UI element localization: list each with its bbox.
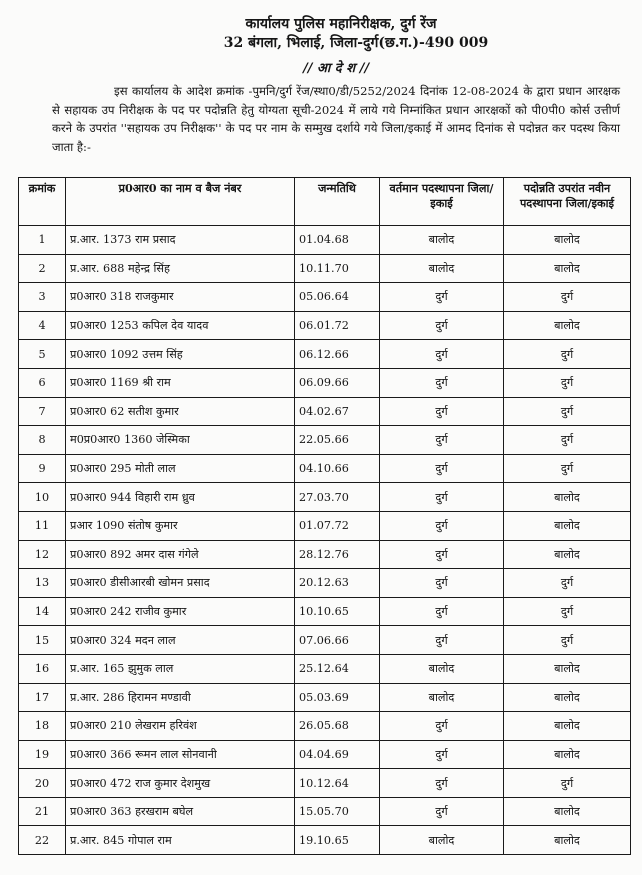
serial-cell: 14 <box>19 597 66 626</box>
name-cell: प्र0आर0 324 मदन लाल <box>66 626 295 655</box>
current-posting-cell: दुर्ग <box>380 283 504 312</box>
current-posting-cell: दुर्ग <box>380 454 504 483</box>
name-cell: म0प्र0आर0 1360 जेस्मिका <box>66 426 295 455</box>
serial-cell: 16 <box>19 654 66 683</box>
serial-cell: 3 <box>19 283 66 312</box>
name-cell: प्र0आर0 944 विहारी राम ध्रुव <box>66 483 295 512</box>
dob-cell: 05.03.69 <box>295 683 380 712</box>
current-posting-cell: बालोद <box>380 226 504 255</box>
name-cell: प्रआर 1090 संतोष कुमार <box>66 511 295 540</box>
table-row <box>19 340 631 369</box>
name-cell: प्र0आर0 डीसीआरबी खोमन प्रसाद <box>66 569 295 598</box>
name-cell: प्र0आर0 363 हरखराम बघेल <box>66 797 295 826</box>
current-posting-cell: बालोद <box>380 254 504 283</box>
current-posting-cell: दुर्ग <box>380 597 504 626</box>
dob-cell: 01.07.72 <box>295 511 380 540</box>
dob-cell: 15.05.70 <box>295 797 380 826</box>
current-posting-cell: दुर्ग <box>380 569 504 598</box>
current-posting-cell: दुर्ग <box>380 397 504 426</box>
dob-cell: 10.12.64 <box>295 769 380 798</box>
table-row <box>19 426 631 455</box>
name-cell: प्र0आर0 318 राजकुमार <box>66 283 295 312</box>
dob-cell: 28.12.76 <box>295 540 380 569</box>
dob-cell: 10.10.65 <box>295 597 380 626</box>
table-header-row <box>19 178 631 226</box>
name-cell: प्र0आर0 210 लेखराम हरिवंश <box>66 712 295 741</box>
serial-cell: 20 <box>19 769 66 798</box>
current-posting-cell: बालोद <box>380 683 504 712</box>
serial-cell: 1 <box>19 226 66 255</box>
name-cell: प्र.आर. 845 गोपाल राम <box>66 826 295 855</box>
name-cell: प्र0आर0 1253 कपिल देव यादव <box>66 311 295 340</box>
new-posting-cell: बालोद <box>504 712 631 741</box>
serial-cell: 19 <box>19 740 66 769</box>
table-row <box>19 283 631 312</box>
order-body <box>52 82 620 156</box>
new-posting-cell: दुर्ग <box>504 569 631 598</box>
name-cell: प्र0आर0 892 अमर दास गंगेले <box>66 540 295 569</box>
new-posting-cell: बालोद <box>504 511 631 540</box>
name-cell: प्र0आर0 472 राज कुमार देशमुख <box>66 769 295 798</box>
current-posting-cell: दुर्ग <box>380 626 504 655</box>
dob-cell: 04.10.66 <box>295 454 380 483</box>
serial-cell: 13 <box>19 569 66 598</box>
serial-cell: 15 <box>19 626 66 655</box>
table-row <box>19 226 631 255</box>
current-posting-cell: दुर्ग <box>380 311 504 340</box>
name-cell: प्र0आर0 1092 उत्तम सिंह <box>66 340 295 369</box>
new-posting-cell: दुर्ग <box>504 340 631 369</box>
new-posting-cell: दुर्ग <box>504 397 631 426</box>
header-new-posting: पदोन्नति उपरांत नवीन पदस्थापना जिला/इकाई <box>504 178 631 226</box>
new-posting-cell: दुर्ग <box>504 283 631 312</box>
name-cell: प्र0आर0 1169 श्री राम <box>66 368 295 397</box>
serial-cell: 22 <box>19 826 66 855</box>
table-row <box>19 454 631 483</box>
dob-cell: 04.02.67 <box>295 397 380 426</box>
dob-cell: 01.04.68 <box>295 226 380 255</box>
new-posting-cell: बालोद <box>504 483 631 512</box>
serial-cell: 17 <box>19 683 66 712</box>
table-row <box>19 797 631 826</box>
dob-cell: 04.04.69 <box>295 740 380 769</box>
new-posting-cell: दुर्ग <box>504 368 631 397</box>
new-posting-cell: दुर्ग <box>504 769 631 798</box>
table-row <box>19 626 631 655</box>
new-posting-cell: बालोद <box>504 254 631 283</box>
new-posting-cell: बालोद <box>504 226 631 255</box>
current-posting-cell: दुर्ग <box>380 712 504 741</box>
table-row <box>19 540 631 569</box>
serial-cell: 7 <box>19 397 66 426</box>
name-cell: प्र0आर0 295 मोती लाल <box>66 454 295 483</box>
new-posting-cell: दुर्ग <box>504 626 631 655</box>
new-posting-cell: दुर्ग <box>504 597 631 626</box>
office-name: कार्यालय पुलिस महानिरीक्षक, दुर्ग रेंज <box>245 16 437 32</box>
current-posting-cell: दुर्ग <box>380 426 504 455</box>
table-row <box>19 483 631 512</box>
header-serial: क्रमांक <box>19 178 66 226</box>
table-row <box>19 254 631 283</box>
header-dob: जन्मतिथि <box>295 178 380 226</box>
serial-cell: 2 <box>19 254 66 283</box>
current-posting-cell: बालोद <box>380 654 504 683</box>
promotion-table <box>18 177 631 855</box>
table-row <box>19 569 631 598</box>
table-row <box>19 654 631 683</box>
current-posting-cell: दुर्ग <box>380 540 504 569</box>
new-posting-cell: बालोद <box>504 740 631 769</box>
current-posting-cell: दुर्ग <box>380 483 504 512</box>
current-posting-cell: दुर्ग <box>380 368 504 397</box>
serial-cell: 10 <box>19 483 66 512</box>
dob-cell: 07.06.66 <box>295 626 380 655</box>
dob-cell: 25.12.64 <box>295 654 380 683</box>
name-cell: प्र.आर. 688 महेन्द्र सिंह <box>66 254 295 283</box>
current-posting-cell: दुर्ग <box>380 769 504 798</box>
dob-cell: 26.05.68 <box>295 712 380 741</box>
current-posting-cell: दुर्ग <box>380 340 504 369</box>
order-title: // आ दे श // <box>302 61 370 76</box>
header-current-posting: वर्तमान पदस्थापना जिला/इकाई <box>380 178 504 226</box>
serial-cell: 11 <box>19 511 66 540</box>
current-posting-cell: दुर्ग <box>380 511 504 540</box>
office-address: 32 बंगला, भिलाई, जिला-दुर्ग(छ.ग.)-490 009 <box>223 35 489 51</box>
name-cell: प्र0आर0 366 रूमन लाल सोनवानी <box>66 740 295 769</box>
serial-cell: 12 <box>19 540 66 569</box>
dob-cell: 22.05.66 <box>295 426 380 455</box>
table-row <box>19 769 631 798</box>
new-posting-cell: बालोद <box>504 797 631 826</box>
new-posting-cell: बालोद <box>504 683 631 712</box>
table-body <box>19 226 631 855</box>
order-paragraph: इस कार्यालय के आदेश क्रमांक -पुमनि/दुर्ग रेंज/स्था0/डी/5252/2024 दिनांक 12-08-2024 के द्वारा प्रधान आरक्षक से सहायक उप निरीक्षक के पद पर पदोन्नति हेतु योग्यता सूची-2024 में लाये गये निम्नांकित प्रधान आरक्षकों को पी0पी0 कोर्स उत्तीर्ण करने के उपरांत ''सहायक उप निरीक्षक'' के पद पर नाम के सम्मुख दर्शाये गये जिला/इकाई में आमद दिनांक से पदोन्नत कर पदस्थ किया जाता है:- <box>52 84 620 154</box>
table-row <box>19 511 631 540</box>
serial-cell: 9 <box>19 454 66 483</box>
dob-cell: 06.09.66 <box>295 368 380 397</box>
table-row <box>19 397 631 426</box>
name-cell: प्र0आर0 242 राजीव कुमार <box>66 597 295 626</box>
new-posting-cell: बालोद <box>504 540 631 569</box>
serial-cell: 6 <box>19 368 66 397</box>
serial-cell: 18 <box>19 712 66 741</box>
dob-cell: 27.03.70 <box>295 483 380 512</box>
name-cell: प्र.आर. 1373 राम प्रसाद <box>66 226 295 255</box>
table-row <box>19 597 631 626</box>
serial-cell: 4 <box>19 311 66 340</box>
new-posting-cell: बालोद <box>504 826 631 855</box>
dob-cell: 19.10.65 <box>295 826 380 855</box>
name-cell: प्र.आर. 286 हिरामन मण्डावी <box>66 683 295 712</box>
dob-cell: 06.12.66 <box>295 340 380 369</box>
dob-cell: 06.01.72 <box>295 311 380 340</box>
current-posting-cell: दुर्ग <box>380 740 504 769</box>
new-posting-cell: बालोद <box>504 654 631 683</box>
current-posting-cell: दुर्ग <box>380 797 504 826</box>
new-posting-cell: दुर्ग <box>504 454 631 483</box>
serial-cell: 8 <box>19 426 66 455</box>
new-posting-cell: बालोद <box>504 311 631 340</box>
dob-cell: 05.06.64 <box>295 283 380 312</box>
table-row <box>19 826 631 855</box>
table-row <box>19 683 631 712</box>
header-name: प्र0आर0 का नाम व बैज नंबर <box>66 178 295 226</box>
name-cell: प्र0आर0 62 सतीश कुमार <box>66 397 295 426</box>
table-row <box>19 712 631 741</box>
serial-cell: 21 <box>19 797 66 826</box>
table-row <box>19 740 631 769</box>
dob-cell: 10.11.70 <box>295 254 380 283</box>
table-row <box>19 311 631 340</box>
dob-cell: 20.12.63 <box>295 569 380 598</box>
new-posting-cell: दुर्ग <box>504 426 631 455</box>
current-posting-cell: बालोद <box>380 826 504 855</box>
table-row <box>19 368 631 397</box>
serial-cell: 5 <box>19 340 66 369</box>
name-cell: प्र.आर. 165 झुमुक लाल <box>66 654 295 683</box>
